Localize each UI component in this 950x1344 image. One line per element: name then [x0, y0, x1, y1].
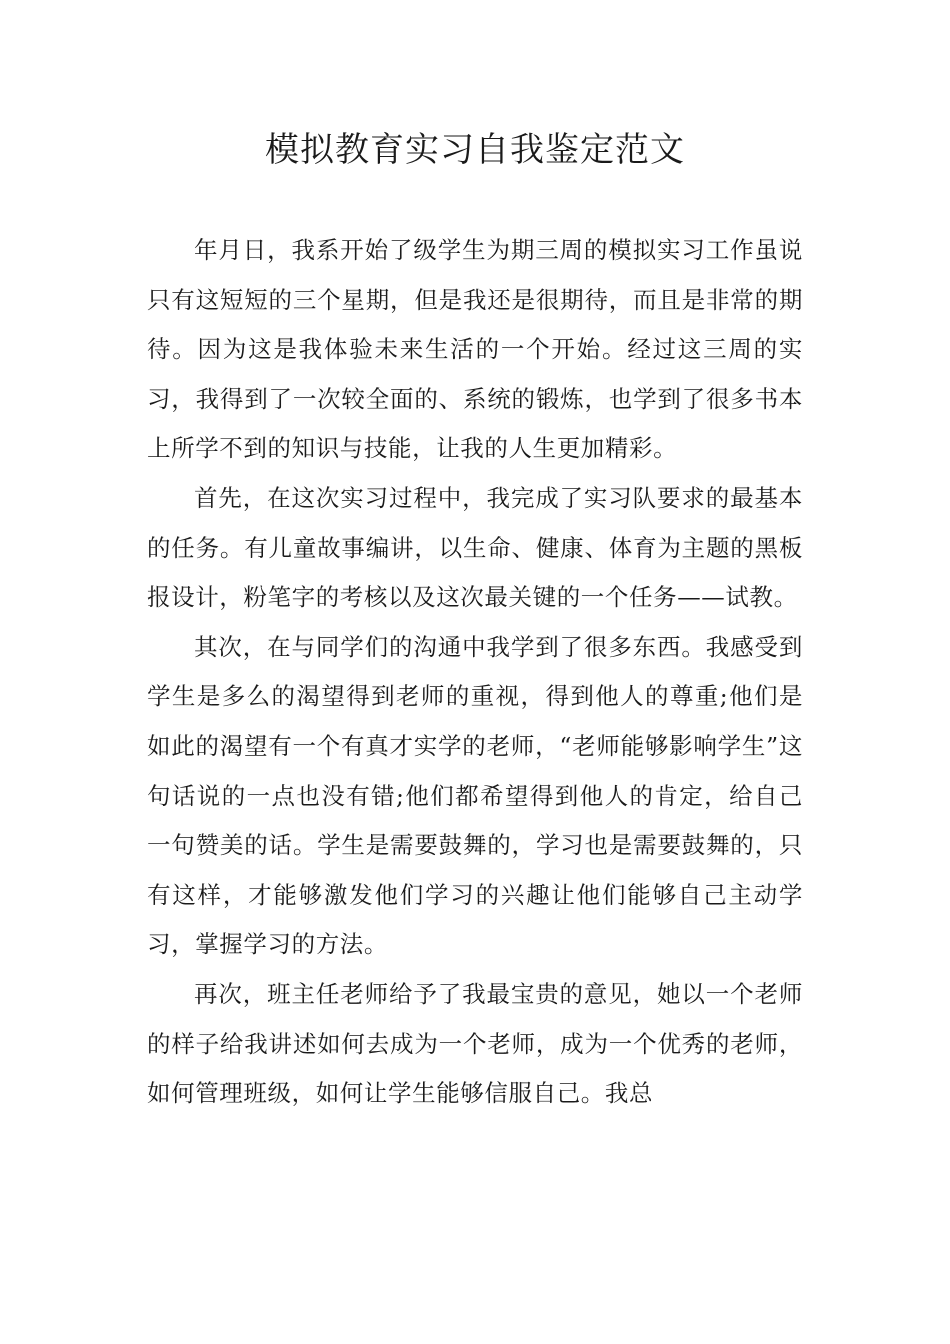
document-body — [147, 226, 803, 1119]
document-title: 模拟教育实习自我鉴定范文 — [265, 130, 685, 170]
paragraph-2: 首先，在这次实习过程中，我完成了实习队要求的最基本的任务。有儿童故事编讲，以生命、健康、体育为主题的黑板报设计，粉笔字的考核以及这次最关键的一个任务——试教。 — [147, 483, 803, 612]
paragraph-4: 再次，班主任老师给予了我最宝贵的意见，她以一个老师的样子给我讲述如何去成为一个老师，成为一个优秀的老师，如何管理班级，如何让学生能够信服自己。我总 — [147, 979, 803, 1108]
paragraph-1: 年月日，我系开始了级学生为期三周的模拟实习工作虽说只有这短短的三个星期，但是我还是很期待，而且是非常的期待。因为这是我体验未来生活的一个开始。经过这三周的实习，我得到了一次较全面的、系统的锻炼，也学到了很多书本上所学不到的知识与技能，让我的人生更加精彩。 — [147, 236, 803, 463]
paragraph-3: 其次，在与同学们的沟通中我学到了很多东西。我感受到学生是多么的渴望得到老师的重视，得到他人的尊重;他们是如此的渴望有一个有真才实学的老师，“老师能够影响学生”这句话说的一点也没有错;他们都希望得到他人的肯定，给自己一句赞美的话。学生是需要鼓舞的，学习也是需要鼓舞的，只有这样，才能够激发他们学习的兴趣让他们能够自己主动学习，掌握学习的方法。 — [147, 632, 803, 959]
